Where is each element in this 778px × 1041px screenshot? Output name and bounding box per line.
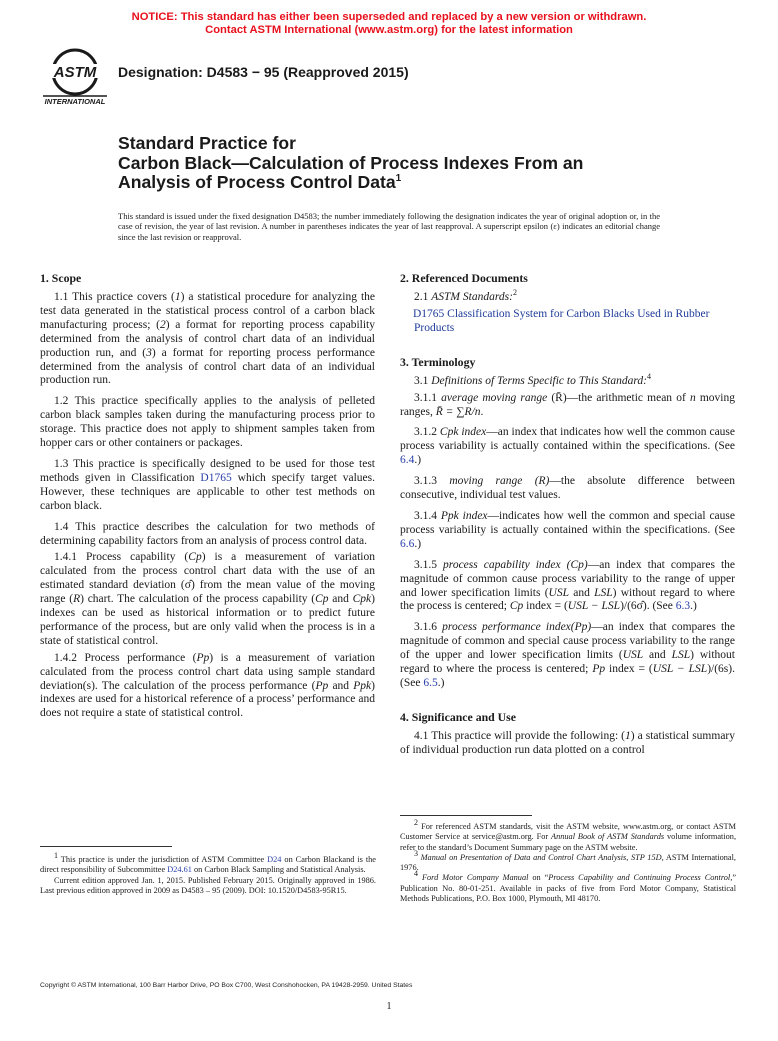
para-3-1-6: 3.1.6 process performance index(Pp)—an index that compares the magnitude of common and special cause process variability to the range of the upper and lower specification limits (USL and LSL) without regard to where the process is centered; Pp index = (USL − LSL)/(6s). (See 6.5.) <box>400 621 736 689</box>
astm-logo <box>40 46 110 108</box>
link-6-3[interactable]: 6.3 <box>675 600 691 613</box>
document-title <box>118 134 718 193</box>
para-1-1: 1.1 This practice covers (1) a statistical procedure for analyzing the test data generated in the statistical process control of a carbon black manufacturing process; (2) a format for reporting process capability determined from the analysis of control chart data of an individual production run, and (3) a format for reporting process performance determined from the analysis of control chart data of an individual production run. <box>40 291 375 387</box>
title-line-2: Carbon Black—Calculation of Process Indexes From an <box>118 152 584 173</box>
link-d24[interactable]: D24 <box>267 855 282 864</box>
notice-line-2: Contact ASTM International (www.astm.org) for the latest information <box>205 24 573 36</box>
svg-text:ASTM: ASTM <box>53 64 97 81</box>
footnote-rule-left <box>40 846 172 847</box>
copyright-line: Copyright © ASTM International, 100 Barr Harbor Drive, PO Box C700, West Conshohocken, PA 19428-2959. United States <box>40 982 413 989</box>
para-3-1-3: 3.1.3 moving range (R)—the absolute difference between consecutive, individual test values. <box>400 475 735 502</box>
title-line-1: Standard Practice for <box>118 133 296 153</box>
footnote-2: $^2$ For referenced ASTM standards, visit the ASTM website, www.astm.org, or contact ASTM Customer Service at service@astm.org. For Annual Book of ASTM Standards volume information, refer to the standard’s Document Summary page on the ASTM website. <box>400 818 737 852</box>
issued-note: This standard is issued under the fixed designation D4583; the number immediately following the designation indicates the year of original adoption or, in the case of revision, the year of last revision. A number in parentheses indicates the year of last reapproval. A superscript epsilon (ε) indicates an editorial change since the last revision or reapproval. <box>118 211 660 242</box>
section-referenced-documents-heading: 2. Referenced Documents <box>400 271 528 285</box>
para-4-1: 4.1 This practice will provide the following: (1) a statistical summary of individual production run data plotted on a control <box>400 729 735 756</box>
left-column <box>40 271 375 728</box>
link-6-4[interactable]: 6.4 <box>400 454 415 467</box>
title-footnote-marker: 1 <box>395 173 402 184</box>
link-d1765[interactable]: D1765 <box>200 471 232 484</box>
designation: Designation: D4583 − 95 (Reapproved 2015) <box>118 64 409 80</box>
right-column <box>400 271 735 765</box>
logo-wordmark: INTERNATIONAL <box>44 97 106 106</box>
para-3-1-5: 3.1.5 process capability index (Cp)—an index that compares the magnitude of common cause process variability to the range of upper and lower specification limits (USL and LSL) without regard to where the process is centered; Cp index = (USL − LSL)/(6σ̂). (See 6.3.) <box>400 558 736 613</box>
footnote-edition: Current edition approved Jan. 1, 2015. Published February 2015. Originally approved in 1986. Last previous edition approved in 2009 as D4583 – 95 (2009). DOI: 10.1520/D4583-95R15. <box>40 875 376 895</box>
withdrawal-notice <box>0 11 778 37</box>
para-1-2: 1.2 This practice specifically applies to the analysis of pelleted carbon black samples taken during the manufacturing process prior to storage. This practice does not apply to shipment samples taken from hopper cars or other containers or packages. <box>40 395 375 450</box>
astm-logo-icon <box>40 46 110 108</box>
link-d1765-reference[interactable]: D1765 Classification System for Carbon Blacks Used in Rubber Products <box>413 307 710 334</box>
para-1-3: 1.3 This practice is specifically designed to be used for those test methods given in Classification D1765 which specify target values. However, these techniques are applicable to other test methods on carbon black. <box>40 457 375 512</box>
footnote-rule-right <box>400 815 532 816</box>
para-2-1: 2.1 ASTM Standards:$^2$ <box>414 288 517 303</box>
page-number: 1 <box>386 1001 392 1012</box>
section-significance-heading: 4. Significance and Use <box>400 709 517 724</box>
para-1-4-2: 1.4.2 Process performance (Pp) is a measurement of variation calculated from the process control chart data using sample standard deviation(s). The calculation of the process performance (Pp and Ppk) indexes are used for a historical reference of a process’ performance and does not require a state of statistical control. <box>40 651 375 720</box>
notice-line-1: NOTICE: This standard has either been superseded and replaced by a new version or withdrawn. <box>131 11 647 23</box>
section-scope-heading: 1. Scope <box>40 271 82 285</box>
para-3-1: 3.1 Definitions of Terms Specific to This Standard:$^4$ <box>414 371 651 387</box>
para-1-4-1: 1.4.1 Process capability (Cp) is a measurement of variation calculated from the process control chart data with the use of an estimated standard deviation (σ̂) from the mean value of the moving range (R) chart. The calculation of the process capability (Cp and Cpk) indexes can be used as historical information or to predict future performance of the process, but are only valid when the process is in a state of statistical control. <box>40 551 375 647</box>
footnote-1: $^1$ This practice is under the jurisdiction of ASTM Committee D24 on Carbon Blackand is the direct responsibility of Subcommittee D24.61 on Carbon Black Sampling and Statistical Analysis. <box>40 851 376 875</box>
para-3-1-4: 3.1.4 Ppk index—indicates how well the common and special cause process variability is actually contained within the specifications. (See 6.6.) <box>400 509 735 550</box>
title-line-3: Analysis of Process Control Data <box>118 172 396 192</box>
footnotes-right <box>400 818 737 904</box>
link-d24-61[interactable]: D24.61 <box>167 865 192 875</box>
footnotes-left <box>40 851 376 896</box>
footnote-4: $^4$ Ford Motor Company Manual on “Process Capability and Continuing Process Control,” Publication No. 80-01-251. Available in packs of five from Ford Motor Company, Statistical Methods Publications, P.O. Box 1000, Plymouth, MI 48170. <box>400 869 736 904</box>
para-3-1-1: 3.1.1 average moving range (R̄)—the arithmetic mean of n moving ranges, R̄ = ∑R/n. <box>400 391 735 418</box>
link-6-6[interactable]: 6.6 <box>400 537 415 550</box>
para-3-1-2: 3.1.2 Cpk index—an index that indicates how well the common cause process variability is actually contained within the specifications. (See 6.4.) <box>400 426 735 467</box>
footnote-3: $^3$ Manual on Presentation of Data and Control Chart Analysis, STP 15D, ASTM International, 1976. <box>400 849 736 873</box>
link-6-5[interactable]: 6.5 <box>423 676 438 689</box>
para-1-4: 1.4 This practice describes the calculation for two methods of determining capability factors from an analysis of process control data. <box>40 520 375 547</box>
section-terminology-heading: 3. Terminology <box>400 354 476 369</box>
